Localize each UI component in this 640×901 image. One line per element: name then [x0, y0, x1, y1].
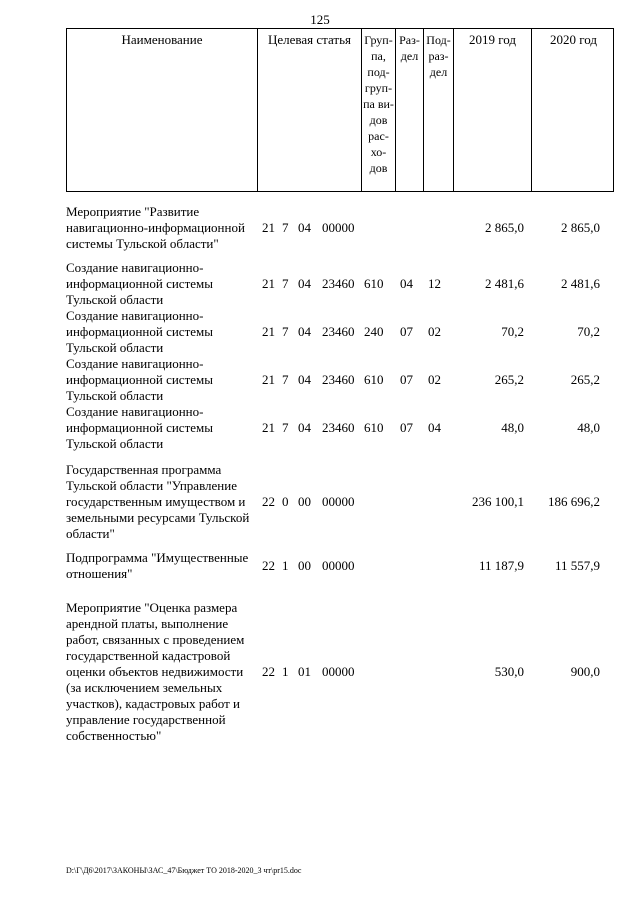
row-code-3: 00: [298, 558, 311, 573]
row-section: 07: [400, 420, 413, 435]
row-section: 04: [400, 276, 413, 291]
row-2019: 48,0: [501, 420, 524, 435]
row-code-1: 22: [262, 494, 275, 509]
row-code-3: 04: [298, 420, 311, 435]
row-code-4: 23460: [322, 420, 355, 435]
row-code-1: 21: [262, 324, 275, 339]
row-group: 610: [364, 372, 384, 387]
file-path-footer: D:\Г\Д6\2017\ЗАКОНЫ\ЗАС_47\Бюджет ТО 2018-2020_3 чт\pr15.doc: [66, 866, 302, 875]
row-subsection: 02: [428, 372, 441, 387]
table-row: [66, 600, 614, 744]
row-code-1: 21: [262, 372, 275, 387]
row-code-3: 04: [298, 324, 311, 339]
row-group: 610: [364, 420, 384, 435]
row-section: 07: [400, 324, 413, 339]
row-code-2: 0: [282, 494, 289, 509]
row-2020: 265,2: [570, 372, 600, 387]
row-code-2: 7: [282, 220, 289, 235]
table-row: [66, 204, 614, 252]
row-2020: 2 865,0: [561, 220, 600, 235]
header-2019: 2019 год: [453, 29, 531, 191]
page-number: 125: [310, 12, 330, 27]
row-code-4: 00000: [322, 494, 355, 509]
header-target: Целевая статья: [257, 29, 361, 191]
row-name: Подпрограмма "Имущественные отношения": [66, 550, 249, 581]
table-row: [66, 404, 614, 452]
row-2019: 236 100,1: [472, 494, 524, 509]
row-code-4: 00000: [322, 664, 355, 679]
table-row: [66, 260, 614, 308]
row-2020: 186 696,2: [548, 494, 600, 509]
row-code-4: 23460: [322, 324, 355, 339]
row-code-2: 1: [282, 664, 289, 679]
row-subsection: 02: [428, 324, 441, 339]
row-code-3: 04: [298, 276, 311, 291]
row-2019: 70,2: [501, 324, 524, 339]
row-2019: 2 481,6: [485, 276, 524, 291]
row-2020: 48,0: [577, 420, 600, 435]
header-section: Раз- дел: [395, 29, 423, 191]
row-name: Создание навигационно-информационной системы Тульской области: [66, 260, 213, 307]
row-code-2: 7: [282, 276, 289, 291]
row-subsection: 12: [428, 276, 441, 291]
header-name: Наименование: [121, 32, 203, 47]
header-group: Груп- па, под- груп- па ви- дов рас- хо- дов: [361, 29, 395, 191]
row-2020: 11 557,9: [554, 558, 600, 573]
row-code-4: 23460: [322, 372, 355, 387]
row-subsection: 04: [428, 420, 441, 435]
row-code-2: 7: [282, 324, 289, 339]
row-code-1: 21: [262, 220, 275, 235]
table-row: [66, 550, 614, 582]
row-name: Создание навигационно-информационной системы Тульской области: [66, 356, 213, 403]
row-2020: 70,2: [577, 324, 600, 339]
row-name: Создание навигационно-информационной системы Тульской области: [66, 308, 213, 355]
row-code-1: 21: [262, 420, 275, 435]
row-group: 240: [364, 324, 384, 339]
row-name: Мероприятие "Развитие навигационно-информационной системы Тульской области": [66, 204, 245, 251]
row-2019: 2 865,0: [485, 220, 524, 235]
table-header: [66, 28, 614, 192]
row-2019: 265,2: [494, 372, 524, 387]
row-code-4: 00000: [322, 220, 355, 235]
row-code-3: 04: [298, 220, 311, 235]
row-code-2: 1: [282, 558, 289, 573]
row-2020: 900,0: [570, 664, 600, 679]
header-2020: 2020 год: [531, 29, 615, 191]
row-code-1: 22: [262, 664, 275, 679]
row-code-4: 23460: [322, 276, 355, 291]
row-code-3: 01: [298, 664, 311, 679]
row-code-2: 7: [282, 420, 289, 435]
row-code-3: 00: [298, 494, 311, 509]
table-row: [66, 462, 614, 542]
row-code-2: 7: [282, 372, 289, 387]
row-code-1: 21: [262, 276, 275, 291]
row-2020: 2 481,6: [561, 276, 600, 291]
header-subsection: Под- раз- дел: [423, 29, 453, 191]
row-code-4: 00000: [322, 558, 355, 573]
row-2019: 530,0: [494, 664, 524, 679]
table-row: [66, 356, 614, 404]
table-row: [66, 308, 614, 356]
row-name: Государственная программа Тульской области "Управление государственным имуществом и земельными ресурсами Тульской области": [66, 462, 250, 541]
row-section: 07: [400, 372, 413, 387]
row-group: 610: [364, 276, 384, 291]
row-code-3: 04: [298, 372, 311, 387]
row-name: Создание навигационно-информационной системы Тульской области: [66, 404, 213, 451]
row-2019: 11 187,9: [478, 558, 524, 573]
row-code-1: 22: [262, 558, 275, 573]
row-name: Мероприятие "Оценка размера арендной платы, выполнение работ, связанных с проведением государственной кадастровой оценки объектов недвижимости (за исключением земельных участков), кадастровых работ и управление государственной собственностью": [66, 600, 245, 743]
